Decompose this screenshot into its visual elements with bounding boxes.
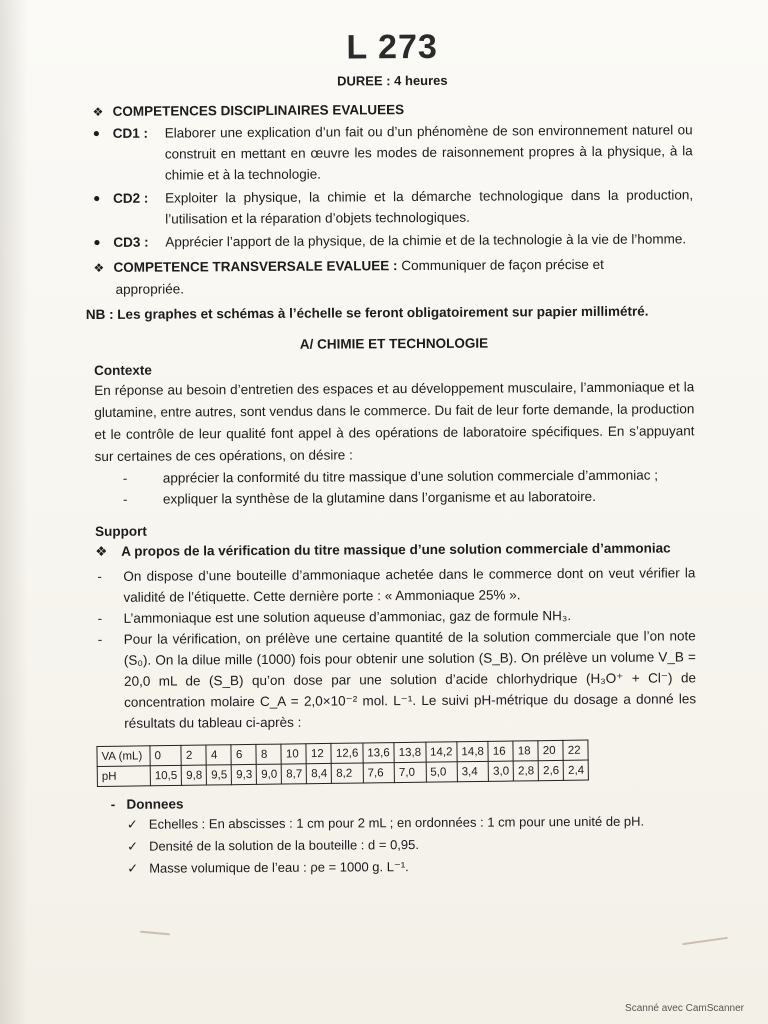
scanner-watermark: Scanné avec CamScanner: [625, 1003, 744, 1014]
table-cell-va: 2: [181, 745, 206, 765]
support-text: Pour la vérification, on prélève une certaine quantité de la solution commerciale que l’on note (S₀). On la dilue mille (1000) fois pour obtenir une solution (S_B). On prélève un volume V_B = 20,0 mL de (S_B) qu’on dose par une solution d’acide chlorhydrique (H₃O⁺ + Cl⁻) de concentration molaire C_A = 2,0×10⁻² mol. L⁻¹. Le suivi pH-métrique du dosage a donné les résultats du tableau ci-après :: [123, 628, 697, 731]
about-heading: [95, 537, 695, 562]
nb-note: NB : Les graphes et schémas à l’échelle se feront obligatoirement sur papier millimétré.: [85, 303, 649, 323]
support-item: [96, 625, 697, 734]
table-cell-va: 12: [306, 743, 331, 763]
competences-heading-text: COMPETENCES DISCIPLINAIRES EVALUEES: [112, 102, 405, 119]
table-cell-va: 0: [150, 745, 182, 765]
table-cell-va: 16: [488, 741, 513, 761]
ink-smudge: [682, 937, 728, 945]
donnee-text: Densité de la solution de la bouteille : d = 0,95.: [148, 837, 420, 854]
support-heading: Support: [95, 523, 147, 539]
page-edge-shadow: [0, 0, 28, 1024]
table-cell-va: 14,2: [425, 742, 457, 762]
transversale-text-1: Communiquer de façon précise et: [401, 256, 604, 274]
table-cell-va: 4: [206, 745, 231, 765]
table-cell-ph: 9,5: [207, 765, 232, 785]
dot-bullet-icon: ●: [93, 234, 101, 249]
dot-bullet-icon: ●: [93, 190, 101, 205]
table-row-label: pH: [97, 766, 150, 787]
cd3-text: Apprécier l’apport de la physique, de la chimie et de la technologie à la vie de l’homme.: [165, 231, 687, 250]
diamond-bullet-icon: ❖: [93, 260, 105, 275]
dash-bullet-icon: -: [97, 610, 103, 626]
table-cell-va: 8: [256, 744, 281, 764]
table-cell-ph: 5,0: [426, 762, 458, 782]
about-heading-text: A propos de la vérification du titre massique d’une solution commerciale d’ammoniac: [121, 540, 671, 559]
competences-heading: [93, 100, 693, 119]
competence-cd3: [93, 228, 693, 253]
table-cell-va: 20: [538, 740, 563, 760]
dash-bullet-icon: -: [97, 568, 102, 584]
objective-text: apprécier la conformité du titre massique d’une solution commerciale d’ammoniac ;: [162, 467, 659, 486]
support-text: L’ammoniaque est une solution aqueuse d’ammoniac, gaz de formule NH₃.: [123, 608, 572, 626]
cd1-label: CD1 :: [112, 125, 148, 141]
table-cell-ph: 9,0: [257, 764, 282, 784]
competence-transversale: [93, 253, 693, 301]
dash-bullet-icon: -: [97, 631, 103, 647]
competence-cd1: [93, 119, 693, 186]
cd2-label: CD2 :: [113, 190, 149, 206]
donnee-text: Echelles : En abscisses : 1 cm pour 2 mL ; en ordonnées : 1 cm pour une unité de pH.: [148, 813, 645, 832]
checkmark-icon: ✓: [126, 838, 138, 854]
dash-bullet-icon: -: [122, 470, 128, 486]
checkmark-icon: ✓: [127, 860, 139, 876]
contexte-text: En réponse au besoin d’entretien des espaces et au développement musculaire, l’ammoniaque et la glutamine, entre autres, sont vendus dans le commerce. Du fait de leur forte demande, la production et le contrôle de leur qualité font appel à des opérations de laboratoire spécifiques. En s’appuyant sur certaines de ces opérations, on désire :: [94, 379, 695, 464]
dash-bullet-icon: -: [110, 796, 127, 812]
donnee-text: Masse volumique de l’eau : ρe = 1000 g. L⁻¹.: [149, 859, 409, 876]
table-cell-ph: 8,2: [332, 763, 364, 783]
donnee-item: [127, 854, 697, 879]
table-cell-va: 22: [563, 740, 588, 760]
dot-bullet-icon: ●: [92, 125, 100, 140]
section-a-title: A/ CHIMIE ET TECHNOLOGIE: [299, 335, 489, 352]
table-cell-va: 18: [513, 741, 538, 761]
cd3-label: CD3 :: [113, 234, 149, 250]
table-cell-ph: 3,0: [489, 761, 514, 781]
transversale-label: COMPETENCE TRANSVERSALE EVALUEE :: [113, 258, 398, 275]
competence-cd2: [93, 184, 693, 230]
checkmark-icon: ✓: [126, 816, 138, 832]
dash-bullet-icon: -: [122, 491, 128, 507]
donnees-heading: [111, 793, 697, 812]
document-content: [85, 18, 697, 880]
titration-table: [96, 740, 589, 787]
table-cell-va: 12,6: [331, 743, 363, 763]
table-cell-va: 6: [231, 744, 256, 764]
table-cell-ph: 2,6: [538, 760, 563, 780]
donnee-item: [127, 810, 697, 835]
table-cell-ph: 8,4: [307, 763, 332, 783]
table-cell-ph: 9,3: [232, 764, 257, 784]
cd2-text: Exploiter la physique, la chimie et la démarche technologique dans la production, l’utilisation et la réparation d’objets technologiques.: [165, 187, 694, 227]
table-cell-ph: 3,4: [457, 761, 489, 781]
duration: DUREE : 4 heures: [337, 72, 448, 89]
table-cell-va: 13,6: [363, 743, 395, 763]
table-cell-ph: 10,5: [150, 765, 182, 785]
diamond-bullet-icon: ❖: [95, 543, 108, 559]
table-cell-ph: 9,8: [182, 765, 207, 785]
contexte-heading: Contexte: [94, 362, 152, 378]
table-cell-va: 14,8: [457, 741, 489, 761]
exam-code-title: L 273: [346, 27, 438, 67]
table-cell-ph: 7,6: [363, 763, 395, 783]
support-item: [95, 562, 695, 608]
donnees-heading-text: Donnees: [126, 796, 184, 812]
ink-smudge: [140, 931, 170, 936]
table-cell-va: 10: [281, 744, 306, 764]
support-text: On dispose d’une bouteille d’ammoniaque achetée dans le commerce dont on veut vérifier la validité de l’étiquette. Cette dernière porte : « Ammoniaque 25% ».: [123, 565, 696, 605]
objective-text: expliquer la synthèse de la glutamine dans l’organisme et au laboratoire.: [162, 488, 596, 507]
table-cell-ph: 2,4: [563, 760, 588, 780]
diamond-bullet-icon: ❖: [92, 104, 104, 119]
objective-item: [95, 485, 695, 510]
cd1-text: Elaborer une explication d’un fait ou d’un phénomène de son environnement naturel ou construit en mettant en œuvre les modes de raisonnement propres à la physique, à la chimie et à la technologie.: [164, 122, 693, 183]
table-cell-ph: 8,7: [282, 764, 307, 784]
table-cell-va: 13,8: [394, 742, 426, 762]
table-cell-ph: 2,8: [513, 761, 538, 781]
table-cell-ph: 7,0: [394, 762, 426, 782]
table-row-label: VA (mL): [97, 746, 150, 767]
transversale-text-2: appropriée.: [115, 281, 184, 297]
